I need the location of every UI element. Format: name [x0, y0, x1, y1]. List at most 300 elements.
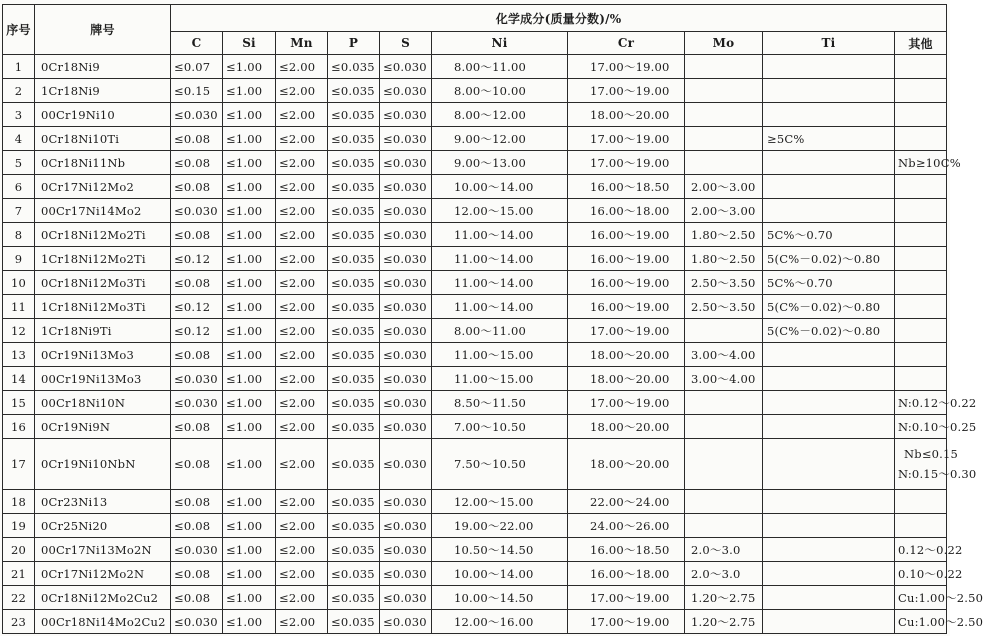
header-index: 序号 — [3, 5, 35, 55]
cell-p: ≤0.035 — [328, 271, 380, 295]
cell-si: ≤1.00 — [223, 586, 276, 610]
cell-ni: 11.00～15.00 — [432, 343, 568, 367]
cell-mn: ≤2.00 — [276, 586, 328, 610]
header-element: S — [380, 32, 432, 55]
cell-mn: ≤2.00 — [276, 391, 328, 415]
cell-c: ≤0.030 — [171, 199, 223, 223]
cell-other — [895, 199, 947, 223]
cell-p: ≤0.035 — [328, 490, 380, 514]
cell-cr: 18.00～20.00 — [568, 367, 685, 391]
table-row — [3, 391, 947, 415]
cell-s: ≤0.030 — [380, 175, 432, 199]
cell-c: ≤0.08 — [171, 223, 223, 247]
table-row — [3, 538, 947, 562]
cell-ti — [763, 55, 895, 79]
cell-c: ≤0.12 — [171, 319, 223, 343]
cell-s: ≤0.030 — [380, 55, 432, 79]
cell-ti: ≥5C% — [763, 127, 895, 151]
cell-other — [895, 271, 947, 295]
cell-s: ≤0.030 — [380, 343, 432, 367]
cell-ti: 5C%～0.70 — [763, 223, 895, 247]
cell-grade: 0Cr23Ni13 — [35, 490, 171, 514]
cell-index: 7 — [3, 199, 35, 223]
cell-mn: ≤2.00 — [276, 175, 328, 199]
cell-ti — [763, 538, 895, 562]
cell-cr: 16.00～18.50 — [568, 175, 685, 199]
cell-mn: ≤2.00 — [276, 271, 328, 295]
cell-si: ≤1.00 — [223, 343, 276, 367]
cell-p: ≤0.035 — [328, 247, 380, 271]
cell-mn: ≤2.00 — [276, 514, 328, 538]
cell-p: ≤0.035 — [328, 610, 380, 634]
cell-cr: 17.00～19.00 — [568, 127, 685, 151]
cell-ti — [763, 79, 895, 103]
cell-ti — [763, 610, 895, 634]
cell-c: ≤0.07 — [171, 55, 223, 79]
cell-index: 8 — [3, 223, 35, 247]
table-row — [3, 367, 947, 391]
cell-other — [895, 103, 947, 127]
cell-grade: 0Cr18Ni12Mo2Ti — [35, 223, 171, 247]
cell-si: ≤1.00 — [223, 490, 276, 514]
cell-c: ≤0.15 — [171, 79, 223, 103]
cell-s: ≤0.030 — [380, 586, 432, 610]
cell-mn: ≤2.00 — [276, 199, 328, 223]
table-row — [3, 103, 947, 127]
cell-s: ≤0.030 — [380, 538, 432, 562]
cell-ni: 12.00～15.00 — [432, 490, 568, 514]
cell-ni: 10.00～14.00 — [432, 175, 568, 199]
cell-c: ≤0.08 — [171, 343, 223, 367]
cell-ti — [763, 343, 895, 367]
cell-c: ≤0.08 — [171, 271, 223, 295]
cell-mn: ≤2.00 — [276, 343, 328, 367]
cell-si: ≤1.00 — [223, 391, 276, 415]
cell-mo: 2.00～3.00 — [685, 175, 763, 199]
cell-mo — [685, 391, 763, 415]
table-row — [3, 223, 947, 247]
cell-cr: 17.00～19.00 — [568, 586, 685, 610]
cell-p: ≤0.035 — [328, 439, 380, 490]
cell-si: ≤1.00 — [223, 514, 276, 538]
cell-si: ≤1.00 — [223, 271, 276, 295]
header-grade: 牌号 — [35, 5, 171, 55]
table-row — [3, 55, 947, 79]
cell-si: ≤1.00 — [223, 127, 276, 151]
cell-s: ≤0.030 — [380, 271, 432, 295]
cell-ni: 10.00～14.00 — [432, 562, 568, 586]
cell-ti — [763, 439, 895, 490]
cell-ti — [763, 199, 895, 223]
table-body — [3, 55, 983, 634]
cell-mo: 2.0～3.0 — [685, 562, 763, 586]
cell-ti — [763, 562, 895, 586]
cell-mo — [685, 514, 763, 538]
header-element: Mo — [685, 32, 763, 55]
cell-c: ≤0.08 — [171, 439, 223, 490]
cell-mo: 2.0～3.0 — [685, 538, 763, 562]
cell-grade: 0Cr18Ni11Nb — [35, 151, 171, 175]
cell-s: ≤0.030 — [380, 247, 432, 271]
cell-mn: ≤2.00 — [276, 295, 328, 319]
cell-p: ≤0.035 — [328, 295, 380, 319]
cell-other: Nb≥10C% — [895, 151, 947, 175]
cell-cr: 17.00～19.00 — [568, 55, 685, 79]
cell-mn: ≤2.00 — [276, 223, 328, 247]
cell-mn: ≤2.00 — [276, 247, 328, 271]
cell-c: ≤0.030 — [171, 610, 223, 634]
cell-c: ≤0.08 — [171, 586, 223, 610]
cell-cr: 16.00～19.00 — [568, 271, 685, 295]
cell-s: ≤0.030 — [380, 514, 432, 538]
cell-mn: ≤2.00 — [276, 103, 328, 127]
cell-ti — [763, 514, 895, 538]
cell-s: ≤0.030 — [380, 223, 432, 247]
table-row — [3, 610, 947, 634]
cell-other-line: Nb≤0.15 — [904, 447, 959, 461]
cell-other: N:0.10～0.25 — [895, 415, 947, 439]
cell-ti: 5(C%－0.02)～0.80 — [763, 247, 895, 271]
cell-mn: ≤2.00 — [276, 538, 328, 562]
cell-index: 14 — [3, 367, 35, 391]
header-element: Cr — [568, 32, 685, 55]
cell-mn: ≤2.00 — [276, 55, 328, 79]
cell-s: ≤0.030 — [380, 295, 432, 319]
cell-ni: 19.00～22.00 — [432, 514, 568, 538]
cell-index: 22 — [3, 586, 35, 610]
cell-s: ≤0.030 — [380, 199, 432, 223]
cell-s: ≤0.030 — [380, 415, 432, 439]
header-element: Si — [223, 32, 276, 55]
cell-mo — [685, 103, 763, 127]
header-element: Mn — [276, 32, 328, 55]
cell-s: ≤0.030 — [380, 439, 432, 490]
cell-si: ≤1.00 — [223, 79, 276, 103]
cell-mn: ≤2.00 — [276, 415, 328, 439]
cell-mo — [685, 79, 763, 103]
cell-si: ≤1.00 — [223, 151, 276, 175]
cell-cr: 17.00～19.00 — [568, 319, 685, 343]
cell-mo: 1.80～2.50 — [685, 223, 763, 247]
cell-grade: 00Cr17Ni13Mo2N — [35, 538, 171, 562]
cell-other-line: N:0.15～0.30 — [898, 467, 977, 481]
cell-s: ≤0.030 — [380, 391, 432, 415]
cell-ni: 10.50～14.50 — [432, 538, 568, 562]
cell-index: 13 — [3, 343, 35, 367]
cell-s: ≤0.030 — [380, 79, 432, 103]
cell-grade: 00Cr17Ni14Mo2 — [35, 199, 171, 223]
cell-ti — [763, 415, 895, 439]
cell-other: Cu:1.00～2.50 — [895, 586, 947, 610]
cell-ni: 7.00～10.50 — [432, 415, 568, 439]
cell-si: ≤1.00 — [223, 295, 276, 319]
cell-mo — [685, 415, 763, 439]
cell-grade: 1Cr18Ni12Mo2Ti — [35, 247, 171, 271]
cell-cr: 18.00～20.00 — [568, 415, 685, 439]
cell-ni: 11.00～15.00 — [432, 367, 568, 391]
cell-cr: 16.00～18.00 — [568, 562, 685, 586]
table-row — [3, 514, 947, 538]
cell-s: ≤0.030 — [380, 319, 432, 343]
cell-c: ≤0.030 — [171, 367, 223, 391]
cell-cr: 18.00～20.00 — [568, 439, 685, 490]
cell-index: 4 — [3, 127, 35, 151]
table-row — [3, 199, 947, 223]
cell-index: 15 — [3, 391, 35, 415]
cell-p: ≤0.035 — [328, 391, 380, 415]
cell-p: ≤0.035 — [328, 562, 380, 586]
cell-cr: 18.00～20.00 — [568, 343, 685, 367]
table-row — [3, 175, 947, 199]
table-row — [3, 127, 947, 151]
cell-index: 12 — [3, 319, 35, 343]
cell-other — [895, 55, 947, 79]
cell-grade: 0Cr18Ni12Mo3Ti — [35, 271, 171, 295]
cell-ti — [763, 103, 895, 127]
cell-cr: 16.00～19.00 — [568, 295, 685, 319]
cell-ni: 11.00～14.00 — [432, 295, 568, 319]
cell-grade: 1Cr18Ni9 — [35, 79, 171, 103]
cell-c: ≤0.08 — [171, 127, 223, 151]
cell-s: ≤0.030 — [380, 490, 432, 514]
cell-p: ≤0.035 — [328, 319, 380, 343]
cell-p: ≤0.035 — [328, 175, 380, 199]
cell-mo — [685, 151, 763, 175]
cell-index: 2 — [3, 79, 35, 103]
cell-index: 10 — [3, 271, 35, 295]
cell-ni: 8.00～10.00 — [432, 79, 568, 103]
cell-mo — [685, 55, 763, 79]
table-row — [3, 79, 947, 103]
cell-other: 0.10～0.22 — [895, 562, 947, 586]
cell-mo: 2.50～3.50 — [685, 295, 763, 319]
cell-cr: 17.00～19.00 — [568, 151, 685, 175]
chemical-composition-table — [2, 4, 983, 634]
cell-mn: ≤2.00 — [276, 562, 328, 586]
cell-cr: 16.00～19.00 — [568, 223, 685, 247]
cell-ti: 5C%～0.70 — [763, 271, 895, 295]
cell-mo: 1.20～2.75 — [685, 586, 763, 610]
cell-p: ≤0.035 — [328, 514, 380, 538]
cell-index: 21 — [3, 562, 35, 586]
cell-other — [895, 175, 947, 199]
table-row — [3, 415, 947, 439]
cell-si: ≤1.00 — [223, 610, 276, 634]
cell-ti — [763, 367, 895, 391]
cell-other — [895, 343, 947, 367]
cell-index: 17 — [3, 439, 35, 490]
cell-other: 0.12～0.22 — [895, 538, 947, 562]
cell-p: ≤0.035 — [328, 103, 380, 127]
cell-si: ≤1.00 — [223, 103, 276, 127]
cell-grade: 00Cr19Ni10 — [35, 103, 171, 127]
cell-ni: 8.00～11.00 — [432, 319, 568, 343]
cell-si: ≤1.00 — [223, 415, 276, 439]
table-row — [3, 295, 947, 319]
cell-grade: 00Cr18Ni10N — [35, 391, 171, 415]
cell-si: ≤1.00 — [223, 439, 276, 490]
cell-other — [895, 127, 947, 151]
cell-index: 5 — [3, 151, 35, 175]
cell-other — [895, 247, 947, 271]
cell-mo: 2.50～3.50 — [685, 271, 763, 295]
cell-index: 18 — [3, 490, 35, 514]
cell-mn: ≤2.00 — [276, 439, 328, 490]
cell-mn: ≤2.00 — [276, 319, 328, 343]
cell-mo — [685, 439, 763, 490]
cell-other — [895, 490, 947, 514]
cell-si: ≤1.00 — [223, 175, 276, 199]
table-row — [3, 319, 947, 343]
cell-ti — [763, 391, 895, 415]
cell-ti — [763, 151, 895, 175]
cell-c: ≤0.08 — [171, 151, 223, 175]
cell-grade: 00Cr19Ni13Mo3 — [35, 367, 171, 391]
cell-other — [895, 439, 977, 490]
cell-p: ≤0.035 — [328, 151, 380, 175]
cell-p: ≤0.035 — [328, 79, 380, 103]
table-row — [3, 343, 947, 367]
cell-p: ≤0.035 — [328, 199, 380, 223]
cell-grade: 0Cr19Ni9N — [35, 415, 171, 439]
cell-mo: 1.20～2.75 — [685, 610, 763, 634]
cell-ni: 9.00～12.00 — [432, 127, 568, 151]
cell-mo: 1.80～2.50 — [685, 247, 763, 271]
cell-p: ≤0.035 — [328, 223, 380, 247]
table-row — [3, 490, 947, 514]
cell-grade: 0Cr19Ni13Mo3 — [35, 343, 171, 367]
cell-mn: ≤2.00 — [276, 490, 328, 514]
cell-cr: 18.00～20.00 — [568, 103, 685, 127]
cell-index: 1 — [3, 55, 35, 79]
header-element: P — [328, 32, 380, 55]
cell-other — [895, 514, 947, 538]
header-composition-group: 化学成分(质量分数)/% — [171, 5, 947, 32]
cell-p: ≤0.035 — [328, 538, 380, 562]
header-element: 其他 — [895, 32, 947, 55]
cell-p: ≤0.035 — [328, 343, 380, 367]
cell-mo: 2.00～3.00 — [685, 199, 763, 223]
cell-grade: 0Cr19Ni10NbN — [35, 439, 171, 490]
cell-si: ≤1.00 — [223, 319, 276, 343]
cell-cr: 16.00～18.50 — [568, 538, 685, 562]
cell-mn: ≤2.00 — [276, 151, 328, 175]
cell-si: ≤1.00 — [223, 538, 276, 562]
cell-c: ≤0.030 — [171, 103, 223, 127]
cell-si: ≤1.00 — [223, 247, 276, 271]
cell-ti — [763, 490, 895, 514]
cell-s: ≤0.030 — [380, 127, 432, 151]
cell-other — [895, 79, 947, 103]
cell-ni: 12.00～15.00 — [432, 199, 568, 223]
cell-p: ≤0.035 — [328, 55, 380, 79]
cell-p: ≤0.035 — [328, 586, 380, 610]
cell-c: ≤0.12 — [171, 295, 223, 319]
table-row — [3, 439, 947, 490]
table-row — [3, 562, 947, 586]
table-row — [3, 586, 947, 610]
table-row — [3, 151, 947, 175]
cell-index: 16 — [3, 415, 35, 439]
cell-ni: 10.00～14.50 — [432, 586, 568, 610]
cell-other — [895, 367, 947, 391]
cell-s: ≤0.030 — [380, 562, 432, 586]
cell-c: ≤0.08 — [171, 490, 223, 514]
cell-other — [895, 319, 947, 343]
cell-p: ≤0.035 — [328, 127, 380, 151]
header-element: C — [171, 32, 223, 55]
cell-ti: 5(C%－0.02)～0.80 — [763, 319, 895, 343]
cell-other — [895, 295, 947, 319]
cell-si: ≤1.00 — [223, 199, 276, 223]
cell-si: ≤1.00 — [223, 367, 276, 391]
cell-cr: 22.00～24.00 — [568, 490, 685, 514]
cell-ni: 11.00～14.00 — [432, 247, 568, 271]
cell-index: 6 — [3, 175, 35, 199]
cell-c: ≤0.08 — [171, 175, 223, 199]
cell-index: 11 — [3, 295, 35, 319]
cell-c: ≤0.030 — [171, 538, 223, 562]
cell-mo — [685, 490, 763, 514]
cell-c: ≤0.12 — [171, 247, 223, 271]
header-element: Ti — [763, 32, 895, 55]
cell-s: ≤0.030 — [380, 610, 432, 634]
cell-c: ≤0.08 — [171, 562, 223, 586]
cell-grade: 0Cr18Ni9 — [35, 55, 171, 79]
cell-ni: 8.50～11.50 — [432, 391, 568, 415]
cell-mo: 3.00～4.00 — [685, 343, 763, 367]
cell-mo — [685, 127, 763, 151]
cell-ni: 8.00～12.00 — [432, 103, 568, 127]
cell-grade: 0Cr17Ni12Mo2N — [35, 562, 171, 586]
cell-ni: 7.50～10.50 — [432, 439, 568, 490]
cell-s: ≤0.030 — [380, 151, 432, 175]
cell-si: ≤1.00 — [223, 223, 276, 247]
cell-other: N:0.12～0.22 — [895, 391, 947, 415]
cell-cr: 16.00～19.00 — [568, 247, 685, 271]
cell-index: 23 — [3, 610, 35, 634]
cell-ti: 5(C%－0.02)～0.80 — [763, 295, 895, 319]
cell-p: ≤0.035 — [328, 415, 380, 439]
cell-si: ≤1.00 — [223, 562, 276, 586]
table-header — [3, 5, 947, 55]
cell-grade: 00Cr18Ni14Mo2Cu2 — [35, 610, 171, 634]
cell-c: ≤0.030 — [171, 391, 223, 415]
cell-grade: 0Cr18Ni12Mo2Cu2 — [35, 586, 171, 610]
cell-ni: 12.00～16.00 — [432, 610, 568, 634]
header-element: Ni — [432, 32, 568, 55]
cell-ni: 8.00～11.00 — [432, 55, 568, 79]
cell-grade: 1Cr18Ni9Ti — [35, 319, 171, 343]
cell-mn: ≤2.00 — [276, 79, 328, 103]
cell-ni: 9.00～13.00 — [432, 151, 568, 175]
cell-c: ≤0.08 — [171, 415, 223, 439]
cell-cr: 17.00～19.00 — [568, 391, 685, 415]
cell-p: ≤0.035 — [328, 367, 380, 391]
table-row — [3, 271, 947, 295]
cell-cr: 17.00～19.00 — [568, 610, 685, 634]
cell-other — [895, 223, 947, 247]
table-row — [3, 247, 947, 271]
cell-grade: 0Cr18Ni10Ti — [35, 127, 171, 151]
cell-ti — [763, 586, 895, 610]
cell-index: 20 — [3, 538, 35, 562]
cell-mn: ≤2.00 — [276, 610, 328, 634]
cell-mo — [685, 319, 763, 343]
cell-ti — [763, 175, 895, 199]
cell-grade: 0Cr25Ni20 — [35, 514, 171, 538]
cell-cr: 24.00～26.00 — [568, 514, 685, 538]
